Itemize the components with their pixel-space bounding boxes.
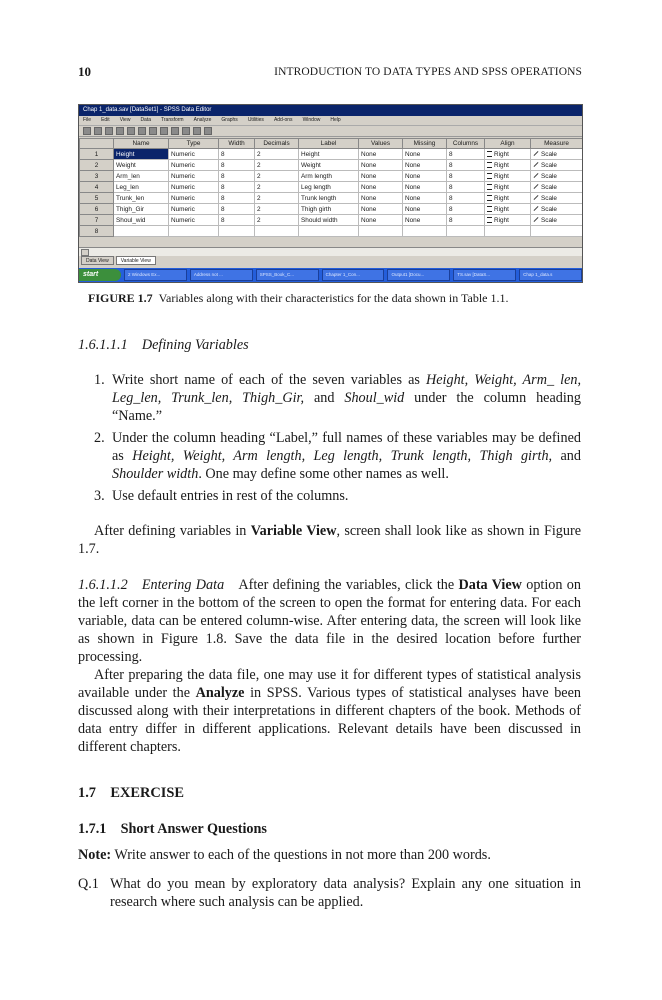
table-cell[interactable] bbox=[447, 171, 485, 182]
column-header[interactable]: Label bbox=[299, 139, 359, 149]
cell-text: Numeric bbox=[171, 172, 195, 180]
menu-item-graphs[interactable]: Graphs bbox=[221, 117, 238, 123]
menu-item-window[interactable]: Window bbox=[302, 117, 321, 123]
align-right-icon bbox=[487, 173, 492, 179]
taskbar-button[interactable]: TS.sav [DataS... bbox=[453, 269, 516, 281]
taskbar-button[interactable]: SPSS_Book_C... bbox=[256, 269, 319, 281]
weight-icon bbox=[193, 127, 201, 135]
cell-text: Numeric bbox=[171, 205, 195, 213]
column-header[interactable]: Values bbox=[359, 139, 403, 149]
cell-text: None bbox=[405, 172, 421, 180]
cell-text: Right bbox=[494, 161, 509, 169]
cell-text: Trunk length bbox=[301, 194, 337, 202]
table-cell[interactable] bbox=[531, 215, 583, 226]
cell-text: Leg_len bbox=[116, 183, 139, 191]
page-number: 10 bbox=[78, 64, 91, 79]
table-cell[interactable] bbox=[485, 171, 531, 182]
menu-item-utilities[interactable]: Utilities bbox=[247, 117, 264, 123]
cell-text: 8 bbox=[449, 183, 453, 191]
table-cell[interactable] bbox=[403, 149, 447, 160]
table-cell[interactable] bbox=[255, 182, 299, 193]
table-cell[interactable] bbox=[447, 182, 485, 193]
table-row bbox=[80, 171, 583, 182]
row-number[interactable] bbox=[80, 226, 114, 237]
table-cell[interactable] bbox=[255, 204, 299, 215]
cell-text: None bbox=[405, 216, 421, 224]
tab-data-view[interactable]: Data View bbox=[81, 256, 114, 265]
table-cell[interactable] bbox=[219, 160, 255, 171]
table-row bbox=[80, 193, 583, 204]
table-cell[interactable] bbox=[359, 215, 403, 226]
cell-text: None bbox=[361, 183, 377, 191]
cell-text: 8 bbox=[221, 172, 225, 180]
cell-text: 7 bbox=[94, 216, 99, 224]
list-text: Under the column heading “Label,” full names of these variables may be defined as Height, Weight, Arm length, Leg length, Trunk length, Thigh girth, and Shoulder width. One may define some other names as well. bbox=[112, 430, 581, 482]
start-button[interactable]: start bbox=[79, 269, 121, 281]
scale-ruler-icon bbox=[534, 195, 539, 200]
cell-text: Thigh girth bbox=[301, 205, 332, 213]
row-number[interactable] bbox=[80, 204, 114, 215]
cell-text: Weight bbox=[301, 161, 321, 169]
cell-text: Scale bbox=[541, 183, 557, 191]
cell-text: Scale bbox=[541, 194, 557, 202]
cell-text: None bbox=[405, 205, 421, 213]
table-cell[interactable] bbox=[219, 182, 255, 193]
caption-label: FIGURE 1.7 bbox=[88, 291, 153, 305]
table-cell[interactable] bbox=[255, 171, 299, 182]
table-cell[interactable] bbox=[485, 182, 531, 193]
cell-text: Weight bbox=[116, 161, 136, 169]
table-cell[interactable] bbox=[403, 204, 447, 215]
table-cell[interactable] bbox=[114, 171, 169, 182]
table-cell[interactable] bbox=[114, 182, 169, 193]
scale-ruler-icon bbox=[534, 217, 539, 222]
cell-text: Right bbox=[494, 194, 509, 202]
view-tabs bbox=[79, 256, 156, 265]
cell-text: 8 bbox=[449, 150, 453, 158]
table-cell[interactable] bbox=[359, 226, 403, 237]
row-number[interactable] bbox=[80, 215, 114, 226]
table-cell[interactable] bbox=[531, 204, 583, 215]
column-header[interactable]: Width bbox=[219, 139, 255, 149]
cell-text: Arm_len bbox=[116, 172, 140, 180]
list-number: 3. bbox=[94, 488, 105, 504]
list-item bbox=[78, 371, 581, 425]
cell-text: Height bbox=[116, 150, 135, 158]
column-header[interactable]: Type bbox=[169, 139, 219, 149]
cell-text: 8 bbox=[221, 205, 225, 213]
cell-text: Height bbox=[301, 150, 320, 158]
cell-text: Numeric bbox=[171, 150, 195, 158]
menu-item-help[interactable]: Help bbox=[330, 117, 341, 123]
table-cell[interactable] bbox=[299, 193, 359, 204]
cell-text: 8 bbox=[221, 150, 225, 158]
table-cell[interactable] bbox=[447, 160, 485, 171]
menu-item-edit[interactable]: Edit bbox=[101, 117, 110, 123]
cell-text: None bbox=[361, 150, 377, 158]
cell-text: 8 bbox=[221, 194, 225, 202]
align-right-icon bbox=[487, 217, 492, 223]
table-cell[interactable] bbox=[403, 182, 447, 193]
table-cell[interactable] bbox=[169, 160, 219, 171]
cell-text: None bbox=[361, 161, 377, 169]
cell-text: Right bbox=[494, 205, 509, 213]
table-cell[interactable] bbox=[403, 215, 447, 226]
scale-ruler-icon bbox=[534, 184, 539, 189]
cell-text: 2 bbox=[257, 216, 261, 224]
print-icon bbox=[105, 127, 113, 135]
table-cell[interactable] bbox=[485, 215, 531, 226]
cell-text: Arm length bbox=[301, 172, 332, 180]
table-cell[interactable] bbox=[299, 160, 359, 171]
section-heading-exercise: 1.7 EXERCISE bbox=[78, 785, 184, 801]
save-icon bbox=[94, 127, 102, 135]
table-cell[interactable] bbox=[447, 193, 485, 204]
taskbar-button[interactable]: 2 Windows Ex... bbox=[124, 269, 187, 281]
table-cell[interactable] bbox=[447, 215, 485, 226]
cell-text: 8 bbox=[449, 172, 453, 180]
scale-ruler-icon bbox=[534, 162, 539, 167]
table-cell[interactable] bbox=[114, 204, 169, 215]
running-head: INTRODUCTION TO DATA TYPES AND SPSS OPERATIONS bbox=[274, 66, 582, 78]
table-cell[interactable] bbox=[219, 226, 255, 237]
table-cell[interactable] bbox=[169, 149, 219, 160]
menu-item-view[interactable]: View bbox=[119, 117, 131, 123]
cell-text: 5 bbox=[94, 194, 99, 202]
cell-text: Shoul_wid bbox=[116, 216, 146, 224]
cell-text: Leg length bbox=[301, 183, 331, 191]
table-cell[interactable] bbox=[255, 160, 299, 171]
table-cell[interactable] bbox=[359, 160, 403, 171]
cell-text: 2 bbox=[257, 161, 261, 169]
list-number: 1. bbox=[94, 372, 105, 388]
align-right-icon bbox=[487, 184, 492, 190]
align-right-icon bbox=[487, 206, 492, 212]
table-cell[interactable] bbox=[403, 160, 447, 171]
menu-item-data[interactable]: Data bbox=[140, 117, 151, 123]
menu-bar bbox=[79, 116, 582, 126]
cell-text: None bbox=[405, 194, 421, 202]
table-cell[interactable] bbox=[359, 171, 403, 182]
table-cell[interactable] bbox=[485, 204, 531, 215]
align-right-icon bbox=[487, 195, 492, 201]
cell-text: Right bbox=[494, 172, 509, 180]
table-row bbox=[80, 204, 583, 215]
table-cell[interactable] bbox=[299, 171, 359, 182]
cell-text: 2 bbox=[257, 150, 261, 158]
cell-text: 1 bbox=[94, 150, 99, 158]
column-header[interactable] bbox=[80, 139, 114, 149]
table-cell[interactable] bbox=[447, 204, 485, 215]
table-cell[interactable] bbox=[114, 226, 169, 237]
column-header[interactable]: Align bbox=[485, 139, 531, 149]
paragraph-entering-data: 1.6.1.1.2 Entering Data After defining the variables, click the Data View option on the left corner in the bottom of the screen to open the format for entering data. For each variable, data can be entered column-wise. After entering data, the screen will look like as shown in Figure 1.8. Save the data file in the desired location before further processing. bbox=[78, 577, 581, 665]
cell-text: 8 bbox=[221, 183, 225, 191]
table-cell[interactable] bbox=[299, 149, 359, 160]
tab-variable-view[interactable]: Variable View bbox=[116, 256, 156, 265]
cell-text: None bbox=[361, 172, 377, 180]
table-cell[interactable] bbox=[531, 182, 583, 193]
question-1 bbox=[78, 875, 581, 911]
table-cell[interactable] bbox=[299, 226, 359, 237]
list-number: 2. bbox=[94, 430, 105, 446]
paragraph-after-defining: After defining variables in Variable View, screen shall look like as shown in Figure 1.7. bbox=[78, 523, 581, 557]
table-cell[interactable] bbox=[219, 204, 255, 215]
table-cell[interactable] bbox=[359, 204, 403, 215]
table-cell[interactable] bbox=[299, 215, 359, 226]
taskbar-button[interactable]: Chapter 1_Con... bbox=[322, 269, 385, 281]
cell-text: Numeric bbox=[171, 161, 195, 169]
menu-item-file[interactable]: File bbox=[83, 117, 92, 123]
table-cell[interactable] bbox=[299, 204, 359, 215]
cell-text: 8 bbox=[449, 161, 453, 169]
table-cell[interactable] bbox=[219, 149, 255, 160]
table-cell[interactable] bbox=[359, 182, 403, 193]
cell-text: Scale bbox=[541, 172, 557, 180]
table-row bbox=[80, 149, 583, 160]
table-cell[interactable] bbox=[403, 226, 447, 237]
row-number[interactable] bbox=[80, 182, 114, 193]
table-cell[interactable] bbox=[114, 149, 169, 160]
list-text: Use default entries in rest of the columns. bbox=[112, 488, 349, 504]
cell-text: 2 bbox=[257, 183, 261, 191]
cell-text: 8 bbox=[449, 194, 453, 202]
cell-text: Numeric bbox=[171, 216, 195, 224]
table-cell[interactable] bbox=[169, 171, 219, 182]
table-cell[interactable] bbox=[219, 193, 255, 204]
cell-text: 2 bbox=[257, 205, 261, 213]
table-cell[interactable] bbox=[255, 215, 299, 226]
insert-variable-icon bbox=[171, 127, 179, 135]
scroll-left-arrow-icon[interactable] bbox=[81, 249, 89, 256]
table-cell[interactable] bbox=[447, 226, 485, 237]
find-icon bbox=[149, 127, 157, 135]
table-row bbox=[80, 226, 583, 237]
scale-ruler-icon bbox=[534, 173, 539, 178]
table-row bbox=[80, 182, 583, 193]
table-cell[interactable] bbox=[169, 215, 219, 226]
table-cell[interactable] bbox=[255, 193, 299, 204]
cell-text: 8 bbox=[221, 216, 225, 224]
column-header[interactable]: Name bbox=[114, 139, 169, 149]
taskbar-button[interactable]: Chap 1_data.s bbox=[519, 269, 582, 281]
steps-list bbox=[78, 371, 581, 509]
undo-icon bbox=[116, 127, 124, 135]
question-number: Q.1 bbox=[78, 876, 99, 892]
cell-text: 8 bbox=[94, 227, 99, 235]
table-cell[interactable] bbox=[403, 171, 447, 182]
cell-text: None bbox=[405, 183, 421, 191]
insert-case-icon bbox=[160, 127, 168, 135]
cell-text: 2 bbox=[257, 194, 261, 202]
cell-text: Scale bbox=[541, 161, 557, 169]
cell-text: 8 bbox=[449, 216, 453, 224]
menu-item-transform[interactable]: Transform bbox=[161, 117, 184, 123]
table-cell[interactable] bbox=[485, 193, 531, 204]
note-line bbox=[78, 847, 491, 864]
cell-text: None bbox=[361, 216, 377, 224]
row-number[interactable] bbox=[80, 171, 114, 182]
cell-text: 8 bbox=[221, 161, 225, 169]
subsection-heading-short-answer: 1.7.1 Short Answer Questions bbox=[78, 821, 267, 837]
table-cell[interactable] bbox=[531, 149, 583, 160]
table-cell[interactable] bbox=[531, 193, 583, 204]
open-icon bbox=[83, 127, 91, 135]
table-cell[interactable] bbox=[359, 193, 403, 204]
row-number[interactable] bbox=[80, 160, 114, 171]
column-header[interactable]: Decimals bbox=[255, 139, 299, 149]
taskbar-button[interactable]: Address not ... bbox=[190, 269, 253, 281]
figure-caption bbox=[88, 291, 509, 306]
table-cell[interactable] bbox=[447, 149, 485, 160]
variable-grid bbox=[79, 138, 582, 237]
cell-text: Scale bbox=[541, 150, 557, 158]
menu-item-add-ons[interactable]: Add-ons bbox=[273, 117, 293, 123]
align-right-icon bbox=[487, 162, 492, 168]
column-header[interactable]: Columns bbox=[447, 139, 485, 149]
row-number[interactable] bbox=[80, 149, 114, 160]
table-cell[interactable] bbox=[219, 215, 255, 226]
cell-text: Thigh_Gir bbox=[116, 205, 145, 213]
table-cell[interactable] bbox=[531, 226, 583, 237]
column-header[interactable]: Measure bbox=[531, 139, 583, 149]
select-icon bbox=[204, 127, 212, 135]
table-cell[interactable] bbox=[531, 160, 583, 171]
table-cell[interactable] bbox=[255, 149, 299, 160]
table-row bbox=[80, 215, 583, 226]
cell-text: Scale bbox=[541, 205, 557, 213]
cell-text: Right bbox=[494, 216, 509, 224]
redo-icon bbox=[127, 127, 135, 135]
table-cell[interactable] bbox=[169, 193, 219, 204]
cell-text: 2 bbox=[94, 161, 99, 169]
cell-text: Right bbox=[494, 183, 509, 191]
cell-text: 3 bbox=[94, 172, 99, 180]
cell-text: None bbox=[405, 161, 421, 169]
list-item bbox=[78, 429, 581, 483]
table-cell[interactable] bbox=[255, 226, 299, 237]
toolbar bbox=[79, 126, 582, 137]
table-cell[interactable] bbox=[114, 193, 169, 204]
table-cell[interactable] bbox=[359, 149, 403, 160]
table-cell[interactable] bbox=[485, 226, 531, 237]
table-cell[interactable] bbox=[169, 226, 219, 237]
taskbar-button[interactable]: Output1 [Docu... bbox=[387, 269, 450, 281]
cell-text: Should width bbox=[301, 216, 338, 224]
table-cell[interactable] bbox=[299, 182, 359, 193]
table-cell[interactable] bbox=[219, 171, 255, 182]
cell-text: None bbox=[405, 150, 421, 158]
cell-text: 4 bbox=[94, 183, 99, 191]
cell-text: None bbox=[361, 194, 377, 202]
align-right-icon bbox=[487, 151, 492, 157]
cell-text: 6 bbox=[94, 205, 99, 213]
cell-text: 2 bbox=[257, 172, 261, 180]
cell-text: None bbox=[361, 205, 377, 213]
window-title: Chap 1_data.sav [DataSet1] - SPSS Data Editor bbox=[79, 105, 582, 116]
cell-text: 8 bbox=[449, 205, 453, 213]
list-item bbox=[78, 487, 581, 505]
table-cell[interactable] bbox=[114, 160, 169, 171]
split-icon bbox=[182, 127, 190, 135]
scale-ruler-icon bbox=[534, 151, 539, 156]
cell-text: Right bbox=[494, 150, 509, 158]
paragraph-after-preparing: After preparing the data file, one may use it for different types of statistical analysis available under the Analyze in SPSS. Various types of statistical analyses have been discussed along with their interpretations in different chapters of the book. Methods of data entry differ in different applications. Relevant details have been discussed in different chapters. bbox=[78, 667, 581, 755]
table-cell[interactable] bbox=[485, 160, 531, 171]
table-cell[interactable] bbox=[169, 182, 219, 193]
note-label: Note: bbox=[78, 847, 112, 863]
scale-ruler-icon bbox=[534, 206, 539, 211]
goto-icon bbox=[138, 127, 146, 135]
question-text: What do you mean by exploratory data analysis? Explain any one situation in research where such analysis can be applied. bbox=[110, 876, 581, 910]
table-cell[interactable] bbox=[114, 215, 169, 226]
cell-text: Numeric bbox=[171, 183, 195, 191]
row-number[interactable] bbox=[80, 193, 114, 204]
cell-text: Scale bbox=[541, 216, 557, 224]
column-header[interactable]: Missing bbox=[403, 139, 447, 149]
windows-taskbar bbox=[79, 268, 582, 282]
table-cell[interactable] bbox=[485, 149, 531, 160]
menu-item-analyze[interactable]: Analyze bbox=[193, 117, 212, 123]
horizontal-scrollbar[interactable] bbox=[79, 247, 582, 256]
caption-text: Variables along with their characteristics for the data shown in Table 1.1. bbox=[158, 291, 509, 305]
note-text: Write answer to each of the questions in not more than 200 words. bbox=[111, 847, 491, 863]
subsection-defining-variables: 1.6.1.1.1 Defining Variables bbox=[78, 337, 249, 353]
table-cell[interactable] bbox=[403, 193, 447, 204]
spss-screenshot bbox=[78, 104, 583, 283]
table-cell[interactable] bbox=[531, 171, 583, 182]
table-cell[interactable] bbox=[169, 204, 219, 215]
cell-text: Trunk_len bbox=[116, 194, 145, 202]
list-text: Write short name of each of the seven variables as Height, Weight, Arm_ len, Leg_len, Trunk_len, Thigh_Gir, and Shoul_wid under the column heading “Name.” bbox=[112, 372, 582, 424]
table-row bbox=[80, 160, 583, 171]
cell-text: Numeric bbox=[171, 194, 195, 202]
